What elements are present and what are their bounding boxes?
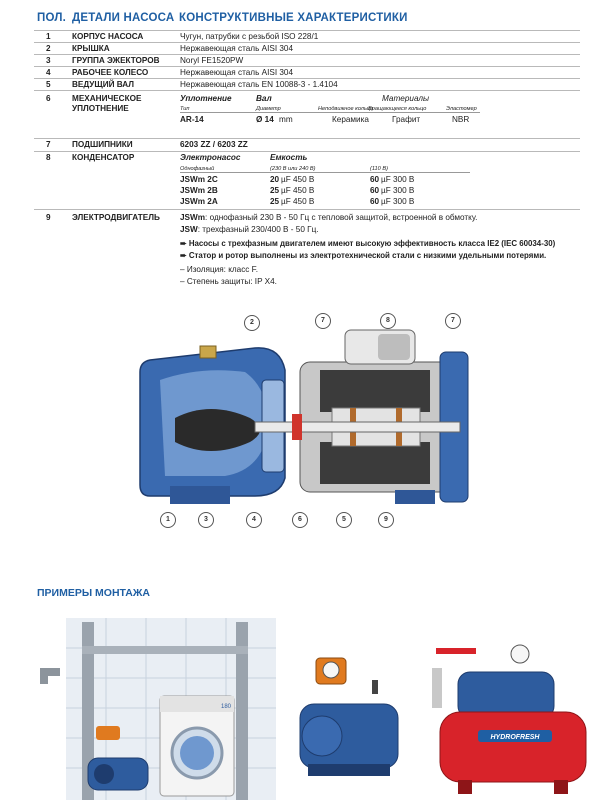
- capacitance-110-unit: µF 300 В: [381, 186, 415, 195]
- capacitance-230-unit: µF 450 В: [281, 197, 315, 206]
- shaft-header: Вал: [256, 94, 272, 103]
- capacitance-230: 25: [270, 197, 280, 206]
- materials-header: Материалы: [382, 94, 430, 103]
- rule: [34, 151, 580, 152]
- row-num: 8: [46, 153, 51, 162]
- capacitance-110: 60: [370, 197, 380, 206]
- row-num: 3: [46, 56, 51, 65]
- fixed-ring-subheader: Неподвижное кольцо: [318, 106, 374, 112]
- drive-shaft: [255, 422, 460, 432]
- diameter-subheader: Диаметр: [256, 106, 281, 112]
- callout-5: 5: [336, 512, 352, 528]
- washing-machine-label: 180: [221, 704, 232, 710]
- rule: [34, 66, 580, 67]
- capacitor-divider: [180, 172, 470, 173]
- seal-diameter-unit: mm: [279, 115, 293, 124]
- motor-foot: [395, 490, 435, 504]
- row-label: МЕХАНИЧЕСКОЕ: [72, 94, 142, 103]
- capacitance-230-unit: µF 450 В: [281, 175, 315, 184]
- row-value: Нержавеющая сталь EN 10088-3 - 1.4104: [180, 80, 338, 89]
- mechanical-seal: [292, 414, 302, 440]
- header-pos: ПОЛ.: [37, 12, 66, 24]
- pump-volute: [302, 716, 342, 756]
- rule: [34, 209, 580, 210]
- washing-machine-drum: [180, 736, 214, 770]
- priming-plug: [200, 346, 216, 358]
- type-subheader: Тип: [180, 106, 190, 112]
- row-value: 6203 ZZ / 6203 ZZ: [180, 140, 248, 149]
- row-num: 4: [46, 68, 51, 77]
- installation-title: ПРИМЕРЫ МОНТАЖА: [37, 587, 150, 599]
- pump-header: Электронасос: [180, 153, 241, 162]
- faucet-icon: [40, 668, 60, 684]
- stator-top: [320, 370, 430, 412]
- row-label: РАБОЧЕЕ КОЛЕСО: [72, 68, 149, 77]
- cable-plug: [372, 680, 378, 694]
- capacitance-230: 20: [270, 175, 280, 184]
- row-label: КРЫШКА: [72, 44, 110, 53]
- capacitance-110-unit: µF 300 В: [381, 175, 415, 184]
- callout-2: 2: [244, 315, 260, 331]
- installation-examples: [0, 608, 614, 800]
- rule: [34, 78, 580, 79]
- capacitance-230: 25: [270, 186, 280, 195]
- capacity-header: Емкость: [270, 153, 308, 162]
- callout-1: 1: [160, 512, 176, 528]
- motor-note-protection: – Степень защиты: IP X4.: [180, 277, 277, 286]
- pump-with-controller: [300, 658, 398, 776]
- pump-with-tank: [432, 645, 586, 794]
- seal-diameter: Ø 14: [256, 115, 274, 124]
- motor-jsw-key: JSW: [180, 225, 198, 234]
- 110v-subheader: (110 В): [370, 166, 388, 172]
- stator-bottom: [320, 442, 430, 484]
- seal-header: Уплотнение: [180, 94, 232, 103]
- row-value: Нержавеющая сталь AISI 304: [180, 44, 294, 53]
- callout-4: 4: [246, 512, 262, 528]
- pump-base: [308, 764, 390, 776]
- capacitance-110: 60: [370, 175, 380, 184]
- fixed-ring: Керамика: [332, 115, 369, 124]
- row-label: КОРПУС НАСОСА: [72, 32, 144, 41]
- motor-jswm-key: JSWm: [180, 213, 206, 222]
- rule: [34, 42, 580, 43]
- capacitance-110-unit: µF 300 В: [381, 197, 415, 206]
- pump-foot: [170, 486, 230, 504]
- row-num: 6: [46, 94, 51, 103]
- row-value: Noryl FE1520PW: [180, 56, 244, 65]
- motor-jsw: [180, 225, 319, 235]
- elastomer-subheader: Эластомер: [446, 106, 477, 112]
- capacitor-row: [0, 153, 614, 209]
- seal-type: AR-14: [180, 115, 204, 124]
- capacitor: [378, 334, 410, 360]
- tank-pipe: [432, 668, 442, 708]
- rule: [34, 54, 580, 55]
- row-num: 1: [46, 32, 51, 41]
- callout-6: 6: [292, 512, 308, 528]
- row-num: 9: [46, 213, 51, 222]
- arrow-icon: ➨: [180, 251, 189, 260]
- row-num: 2: [46, 44, 51, 53]
- callout-7: 7: [315, 313, 331, 329]
- tank-foot: [458, 780, 472, 794]
- callout-8: 8: [380, 313, 396, 329]
- row-label: ВЕДУЩИЙ ВАЛ: [72, 80, 135, 89]
- pump-cutaway-diagram: [0, 300, 614, 540]
- capacitor-model: JSWm 2A: [180, 197, 218, 206]
- row-value: Чугун, патрубки с резьбой ISO 228/1: [180, 32, 319, 41]
- motor-jsw-text: : трехфазный 230/400 В - 50 Гц.: [197, 225, 319, 234]
- single-phase-subheader: Однофазный: [180, 166, 215, 172]
- red-hose: [436, 648, 476, 654]
- row-label: КОНДЕНСАТОР: [72, 153, 135, 162]
- row-value: Нержавеющая сталь AISI 304: [180, 68, 294, 77]
- motor-jswm-text: : однофазный 230 В - 50 Гц с тепловой защитой, встроенной в обмотку.: [205, 213, 478, 222]
- row-label: ЭЛЕКТРОДВИГАТЕЛЬ: [72, 213, 160, 222]
- row-label: УПЛОТНЕНИЕ: [72, 104, 129, 113]
- callout-9: 9: [378, 512, 394, 528]
- pressure-tank: [440, 712, 586, 782]
- callout-3: 3: [198, 512, 214, 528]
- motor-note-insulation: – Изоляция: класс F.: [180, 265, 259, 274]
- arrow-icon: ➨: [180, 239, 189, 248]
- pump-inlet: [94, 764, 114, 784]
- rule: [34, 90, 580, 91]
- row-num: 5: [46, 80, 51, 89]
- elastomer: NBR: [452, 115, 470, 124]
- capacitor-model: JSWm 2B: [180, 186, 218, 195]
- row-num: 7: [46, 140, 51, 149]
- callout-7: 7: [445, 313, 461, 329]
- tank-foot: [554, 780, 568, 794]
- seal-divider: [180, 112, 480, 113]
- row-label: ГРУППА ЭЖЕКТОРОВ: [72, 56, 160, 65]
- horizontal-pipe: [82, 646, 248, 654]
- pump-jsw: [458, 672, 554, 718]
- capacitor-model: JSWm 2C: [180, 175, 218, 184]
- header-specs: КОНСТРУКТИВНЫЕ ХАРАКТЕРИСТИКИ: [179, 12, 408, 24]
- row-label: ПОДШИПНИКИ: [72, 140, 133, 149]
- pressure-switch: [96, 726, 120, 740]
- rotating-ring: Графит: [392, 115, 421, 124]
- capacitance-230-unit: µF 450 В: [281, 186, 315, 195]
- rule: [34, 30, 580, 31]
- capacitance-110: 60: [370, 186, 380, 195]
- rule: [34, 138, 580, 139]
- motor-note-steel: ➨ Статор и ротор выполнены из электротехнической стали с низкими удельными потерями.: [180, 251, 547, 260]
- rotating-ring-subheader: Вращающееся кольцо: [368, 106, 427, 112]
- header-parts: ДЕТАЛИ НАСОСА: [72, 12, 175, 24]
- pressure-gauge-icon: [511, 645, 529, 663]
- motor-jswm: [180, 213, 477, 223]
- tank-brand: HYDROFRESH: [490, 734, 540, 741]
- motor-row: [0, 213, 614, 293]
- 230v-subheader: (230 В или 240 В): [270, 166, 316, 172]
- bathroom-installation: [40, 618, 276, 800]
- seal-row: [0, 94, 614, 138]
- pressure-gauge-icon: [323, 662, 339, 678]
- motor-note-ie2: ➨ Насосы с трехфазным двигателем имеют высокую эффективность класса IE2 (IEC 60034-30): [180, 239, 556, 248]
